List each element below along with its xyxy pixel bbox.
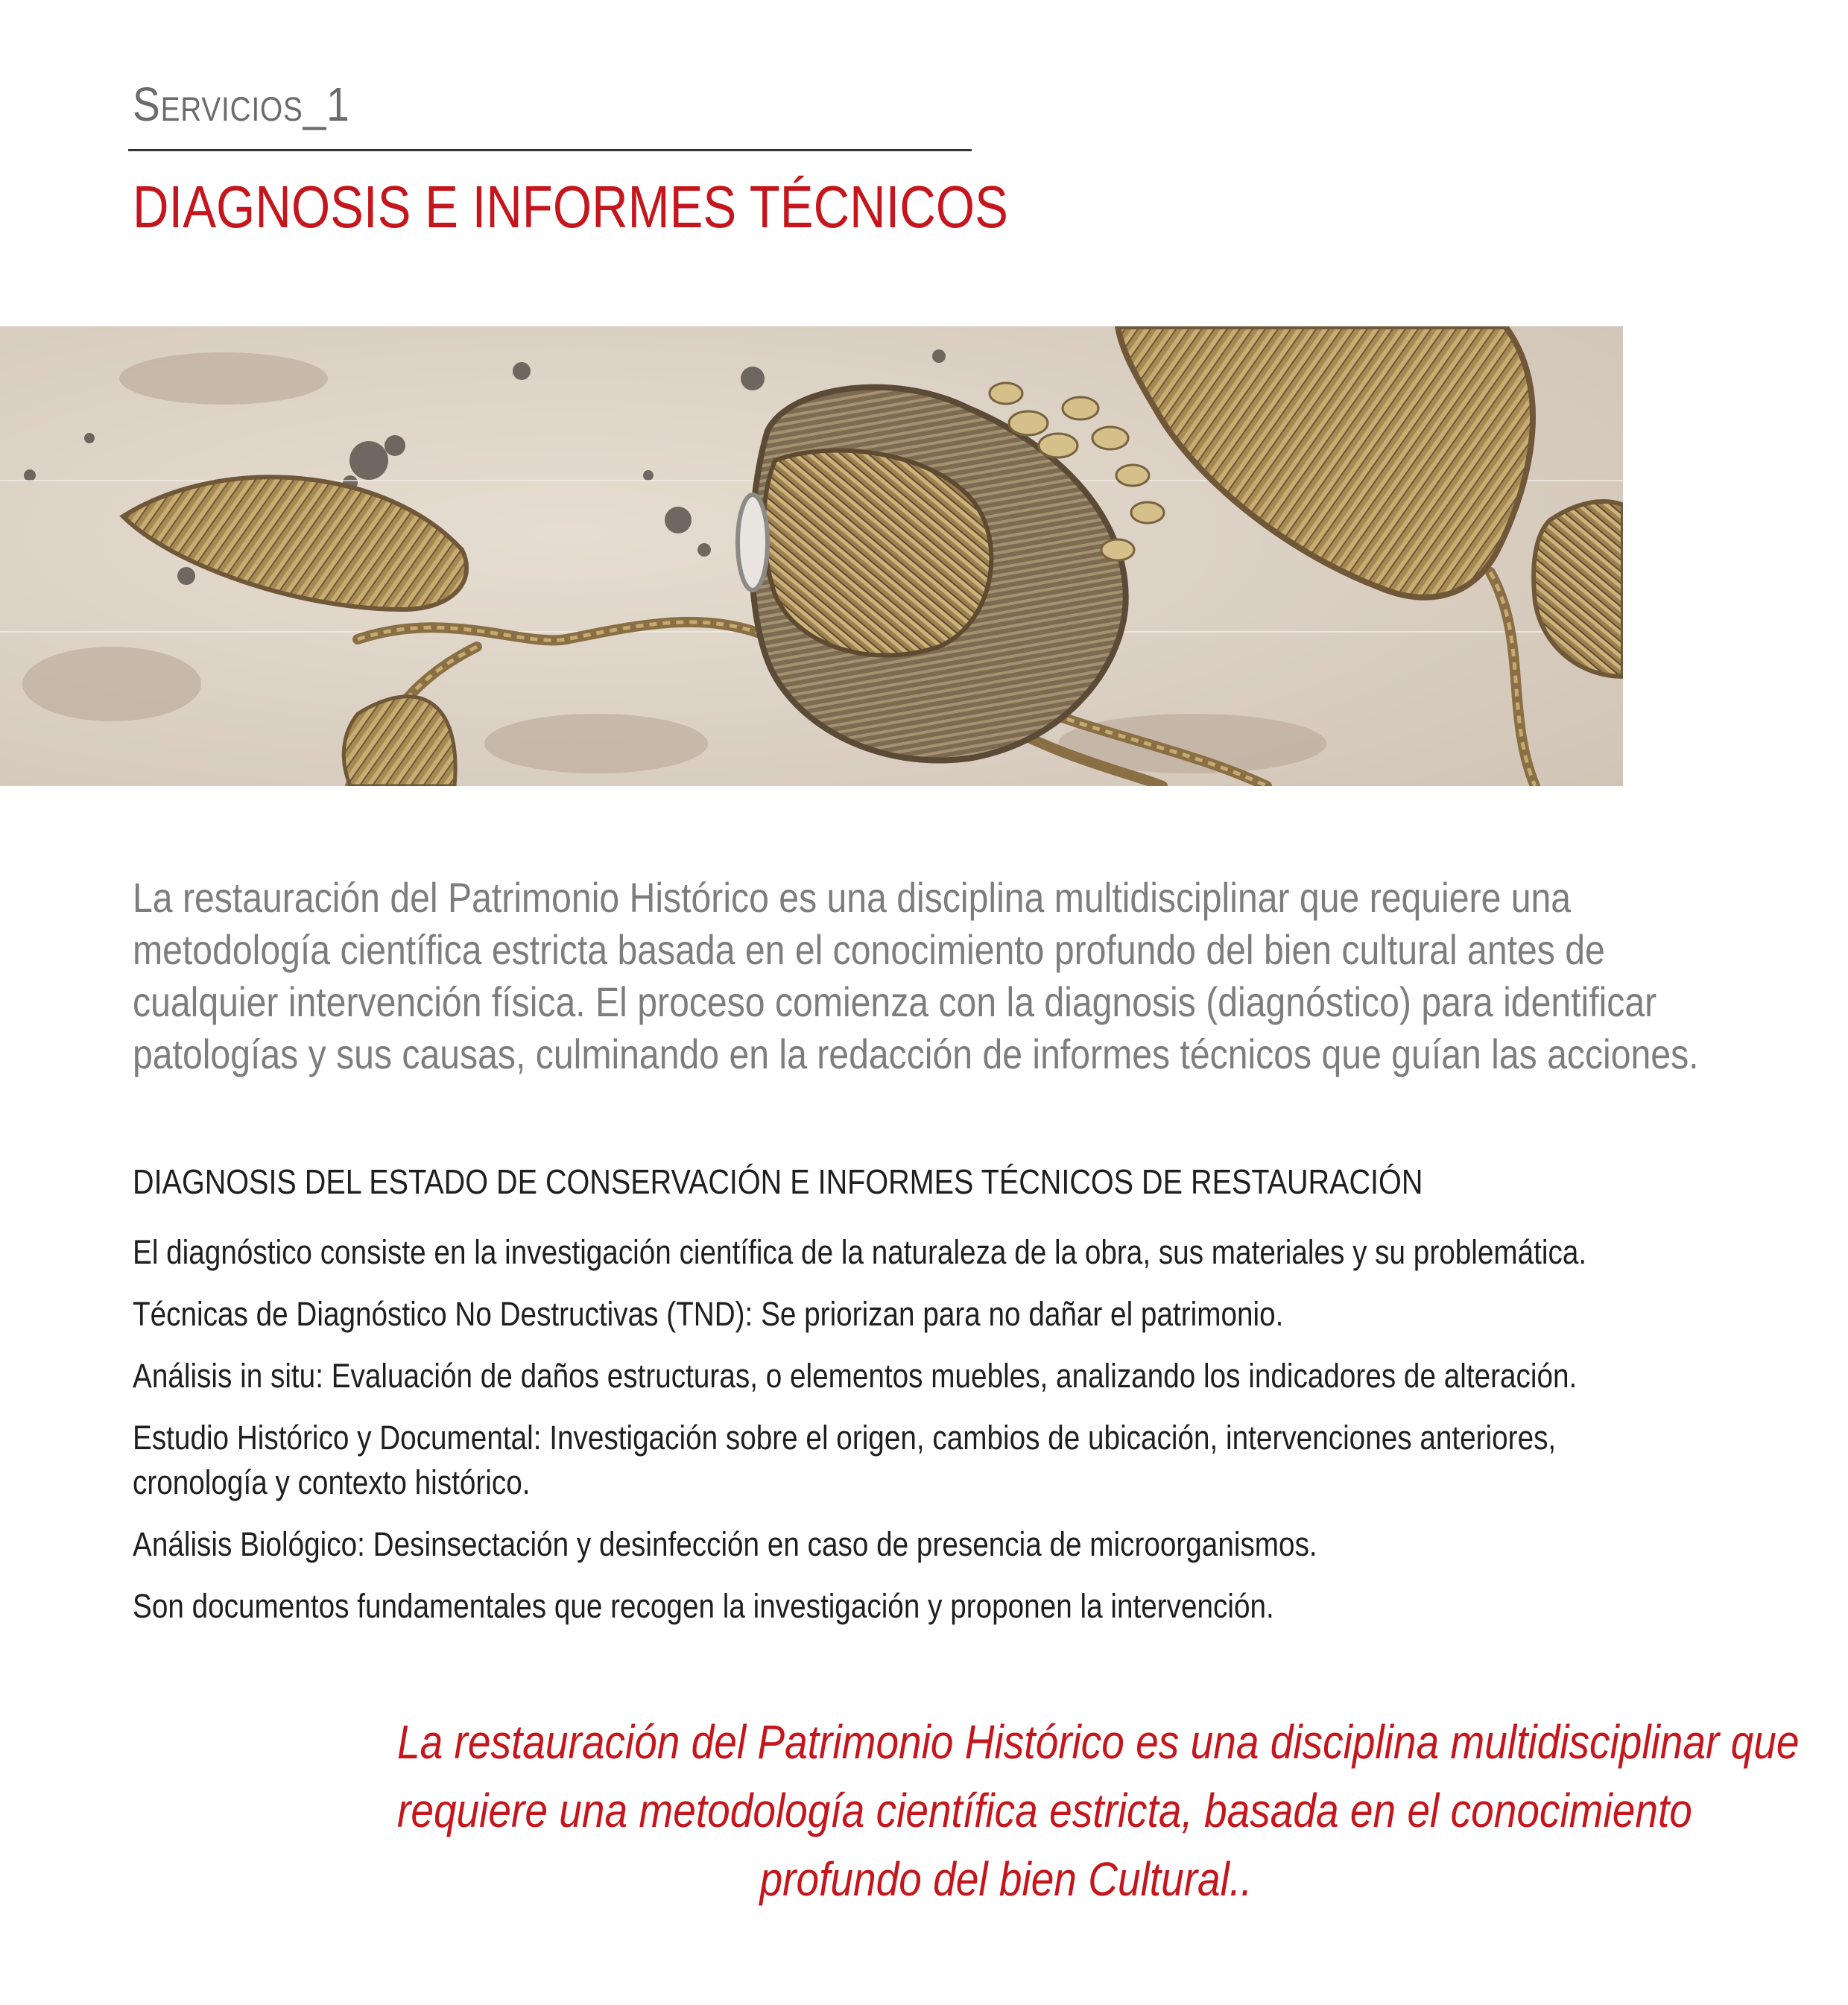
service-item-text: Son documentos fundamentales que recogen la investigación y proponen la intervención. [133, 1587, 1274, 1625]
services-heading: DIAGNOSIS DEL ESTADO DE CONSERVACIÓN E INFORMES TÉCNICOS DE RESTAURACIÓN [133, 1162, 1423, 1201]
services-list [133, 1230, 1587, 1629]
quote-line: profundo del bien Cultural.. [759, 1852, 1253, 1906]
service-item [133, 1416, 1557, 1505]
service-item [133, 1522, 1446, 1567]
service-item-text: El diagnóstico consiste en la investigación científica de la naturaleza de la obra, sus materiales y su problemática. [133, 1233, 1587, 1271]
service-item [133, 1292, 1446, 1337]
quote-line: La restauración del Patrimonio Histórico es una disciplina multidisciplinar que [397, 1715, 1800, 1769]
pull-quote [298, 1708, 1800, 1913]
intro-paragraph [133, 872, 1699, 1080]
section-divider [128, 149, 972, 151]
service-item-text: cronología y contexto histórico. [133, 1463, 531, 1501]
embroidery-illustration [0, 326, 1623, 786]
intro-line: patologías y sus causas, culminando en la redacción de informes técnicos que guían las acciones. [133, 1030, 1699, 1077]
service-item-text: Análisis Biológico: Desinsectación y desinfección en caso de presencia de microorganismos. [133, 1525, 1317, 1563]
hero-image-embroidery [0, 326, 1623, 786]
intro-line: La restauración del Patrimonio Histórico es una disciplina multidisciplinar que requiere una [133, 874, 1572, 921]
service-item-text: Técnicas de Diagnóstico No Destructivas (TND): Se priorizan para no dañar el patrimonio. [133, 1295, 1284, 1333]
page-title: DIAGNOSIS E INFORMES TÉCNICOS [133, 174, 1008, 240]
intro-line: metodología científica estricta basada en el conocimiento profundo del bien cultural antes de [133, 926, 1605, 973]
service-item [133, 1354, 1578, 1399]
service-item-text: Análisis in situ: Evaluación de daños estructuras, o elementos muebles, analizando los indicadores de alteración. [133, 1357, 1578, 1395]
services-section [133, 1159, 1587, 1646]
intro-line: cualquier intervención física. El proceso comienza con la diagnosis (diagnóstico) para identificar [133, 978, 1657, 1025]
service-item-text: Estudio Histórico y Documental: Investigación sobre el origen, cambios de ubicación, intervenciones anteriores, [133, 1419, 1557, 1457]
service-item [133, 1230, 1587, 1275]
section-label: Servicios_1 [133, 77, 350, 131]
service-item [133, 1584, 1446, 1629]
quote-line: requiere una metodología científica estricta, basada en el conocimiento [397, 1784, 1692, 1837]
